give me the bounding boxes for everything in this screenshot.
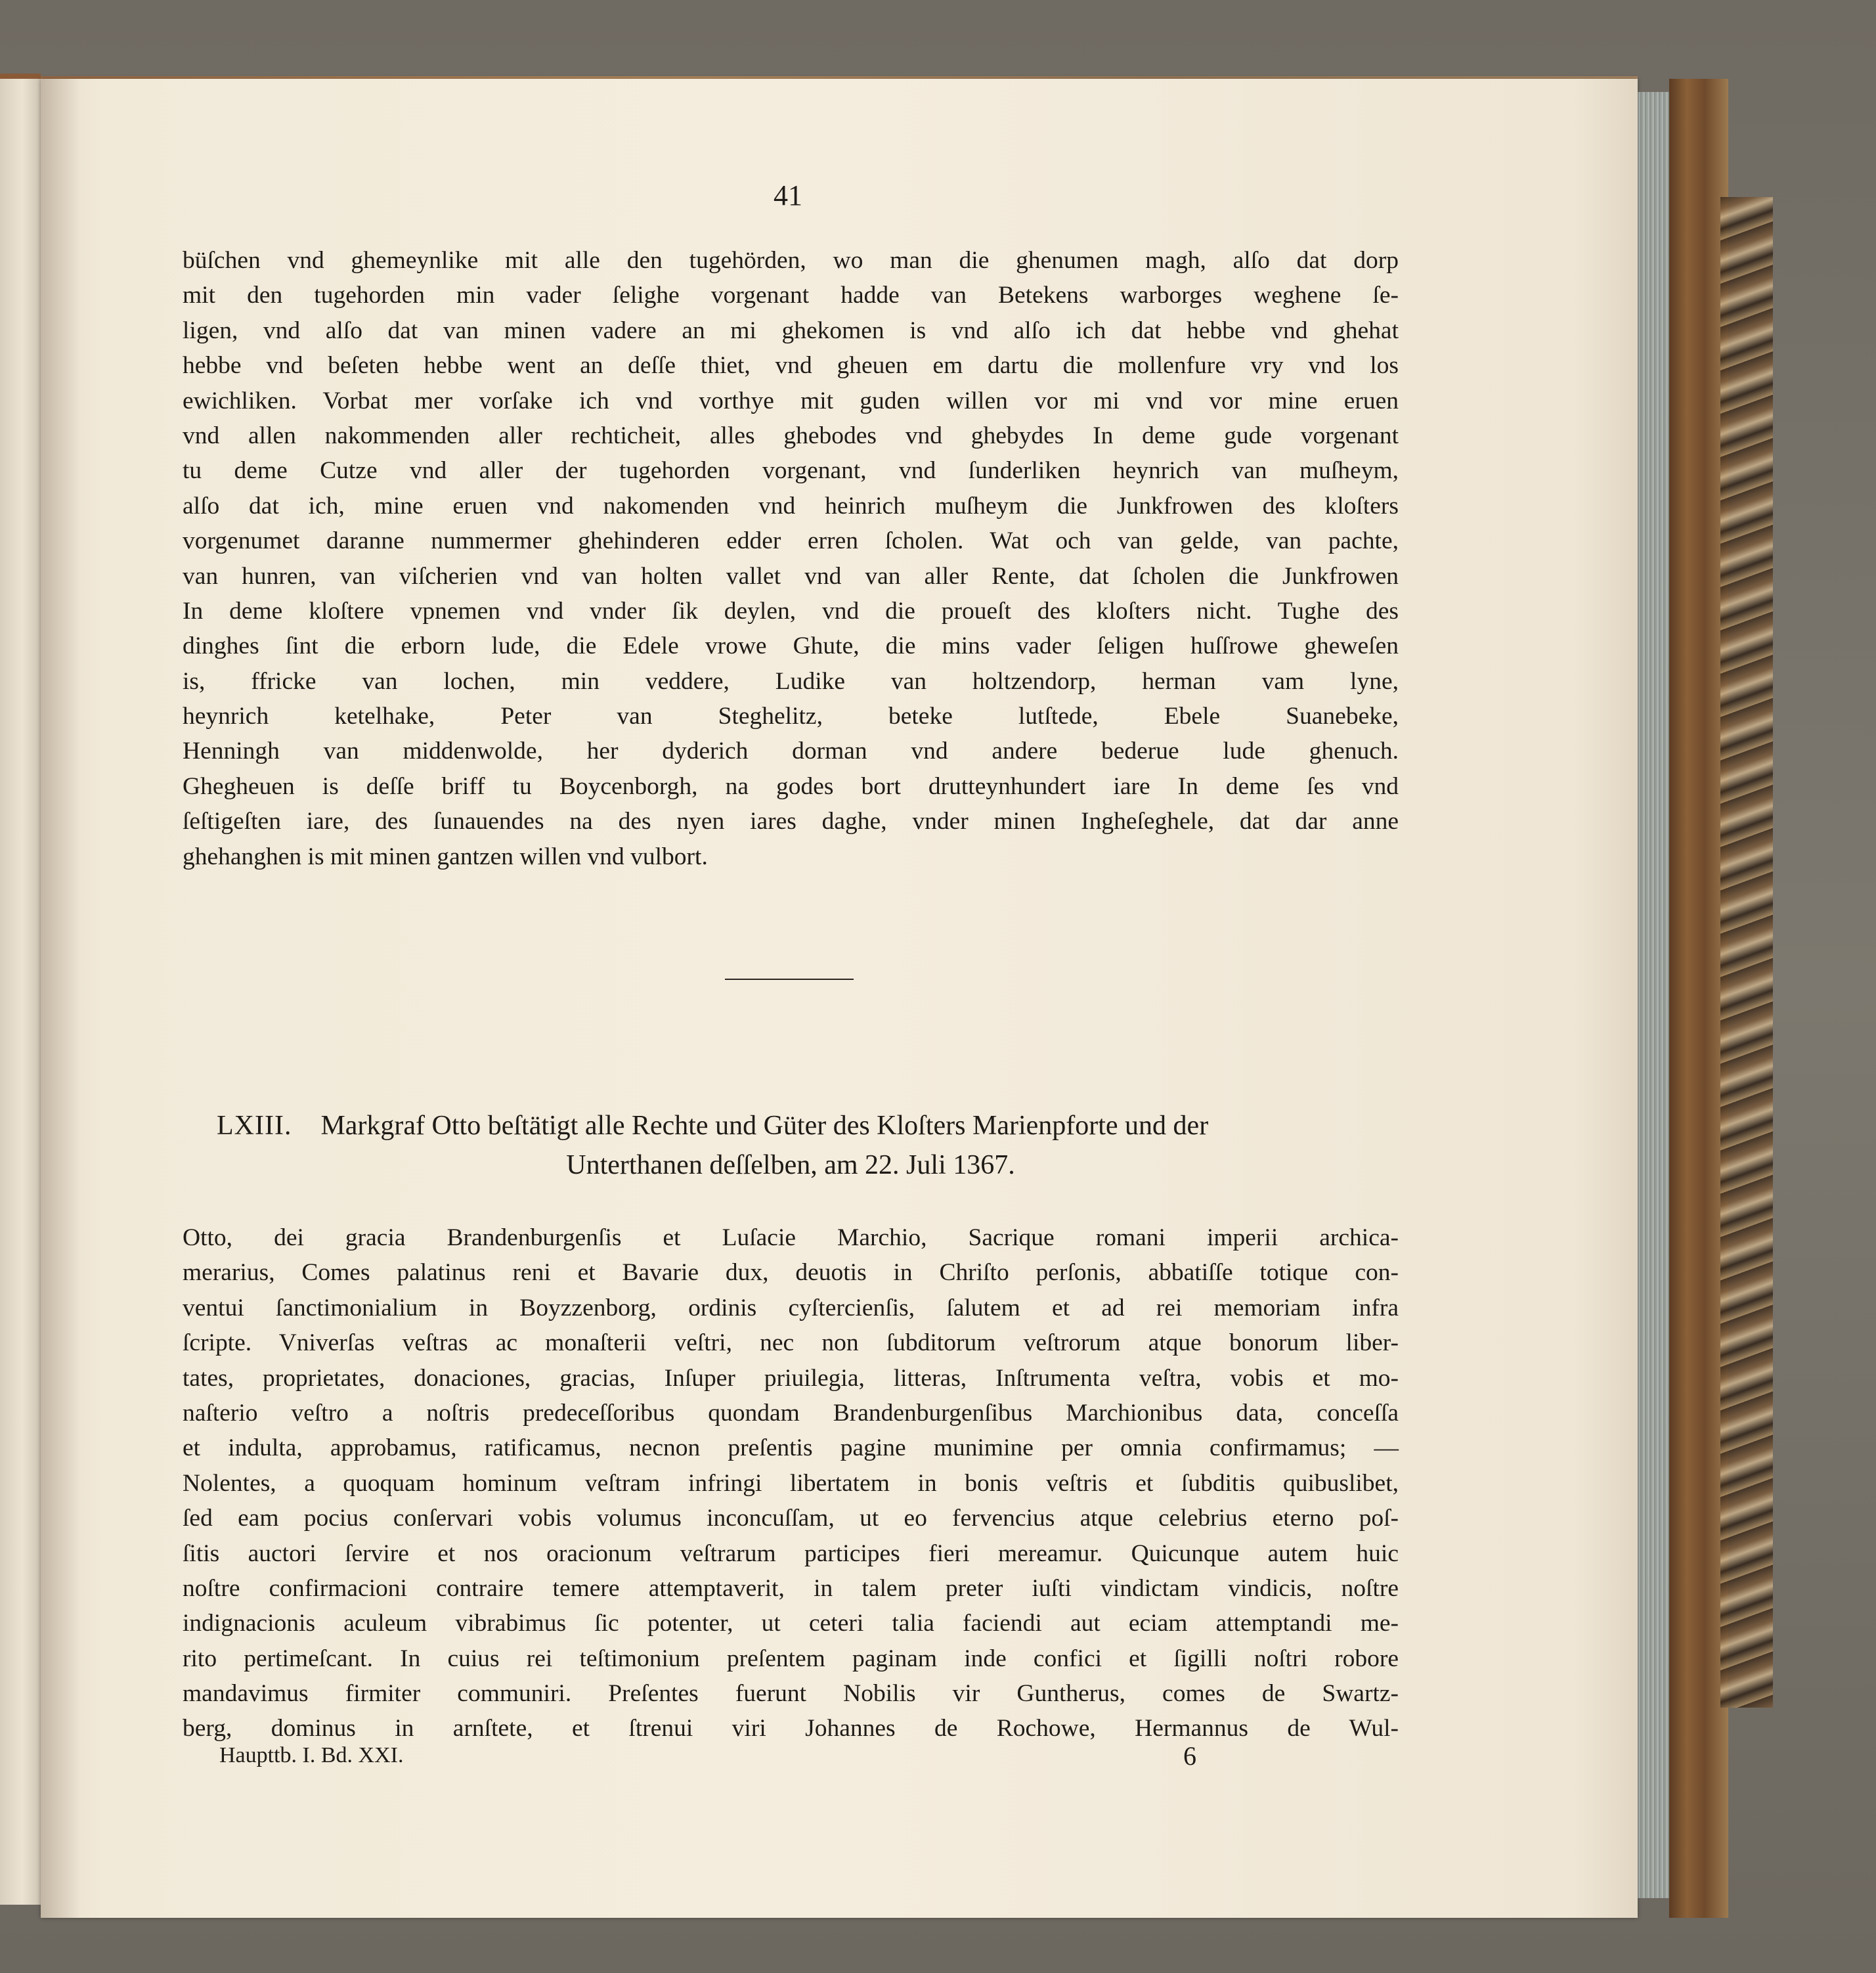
- charter-text-line: ſed eam pocius conſervari vobis volumus inconcuſſam, ut eo fervencius atque celebrius eterno poſ-: [183, 1505, 1399, 1532]
- body-text-line: Ghegheuen is deſſe briff tu Boycenborgh, na godes bort drutteynhundert iare In deme ſes vnd: [183, 772, 1399, 800]
- body-text-line: büſchen vnd ghemeynlike mit alle den tugehörden, wo man die ghenumen magh, alſo dat dorp: [183, 247, 1399, 274]
- page-footer: [183, 1740, 1399, 1773]
- body-text-line: heynrich ketelhake, Peter van Steghelitz, beteke lutſtede, Ebele Suanebeke,: [183, 703, 1399, 730]
- body-text-line: Henningh van middenwolde, her dyderich dorman vnd andere bederue lude ghenuch.: [183, 738, 1399, 765]
- charter-text-line: noſtre confirmacioni contraire temere attemptaverit, in talem preter iuſti vindictam vindicis, noſtre: [183, 1574, 1399, 1602]
- body-text-line: dinghes ſint die erborn lude, die Edele vrowe Ghute, die mins vader ſeligen huſſrowe gheweſen: [183, 632, 1399, 660]
- body-text-line: ewichliken. Vorbat mer vorſake ich vnd vorthye mit guden willen vor mi vnd vor mine eruen: [183, 387, 1399, 414]
- charter-text-line: berg, dominus in arnſtete, et ſtrenui viri Johannes de Rochowe, Hermannus de Wul-: [183, 1715, 1399, 1742]
- section-divider: [725, 979, 854, 980]
- page-number: 41: [774, 179, 802, 211]
- charter-text-line: ſcripte. Vniverſas veſtras ac monaſterii veſtri, nec non ſubditorum veſtrorum atque bonorum liber-: [183, 1329, 1399, 1357]
- body-text-line: ghehanghen is mit minen gantzen willen vnd vulbort.: [183, 843, 708, 870]
- heading-line-1: [183, 1106, 1399, 1145]
- heading-title-1: Markgraf Otto beſtätigt alle Rechte und Güter des Kloſters Marienpforte und der: [320, 1111, 1209, 1141]
- gutter-shadow: [41, 79, 80, 1918]
- charter-text-line: naſterio veſtro a noſtris predeceſſoribus quondam Brandenburgenſibus Marchionibus data, conceſſa: [183, 1399, 1399, 1427]
- charter-text-line: Nolentes, a quoquam hominum veſtram infringi libertatem in bonis veſtris et ſubditis quibuslibet,: [183, 1469, 1399, 1497]
- body-text-line: ligen, vnd alſo dat van minen vadere an mi ghekomen is vnd alſo ich dat hebbe vnd ghehat: [183, 317, 1399, 344]
- body-text-line: ſeſtigeſten iare, des ſunauendes na des nyen iares daghe, vnder minen Ingheſeghele, dat dar anne: [183, 808, 1399, 835]
- body-text-line: mit den tugehorden min vader ſelighe vorgenant hadde van Betekens warborges weghene ſe-: [183, 282, 1399, 309]
- charter-text-line: ſitis auctori ſervire et nos oracionum veſtrarum participes fieri mereamur. Quicunque autem huic: [183, 1540, 1399, 1567]
- charter-text-line: merarius, Comes palatinus reni et Bavarie dux, deuotis in Chriſto perſonis, abbatiſſe totique con-: [183, 1259, 1399, 1287]
- previous-document-text: [183, 243, 1399, 874]
- charter-text-line: Otto, dei gracia Brandenburgenſis et Luſacie Marchio, Sacrique romani imperii archica-: [183, 1224, 1399, 1251]
- printer-signature: Haupttb. I. Bd. XXI.: [219, 1743, 404, 1767]
- body-text-line: is, ffricke van lochen, min veddere, Ludike van holtzendorp, herman vam lyne,: [183, 667, 1399, 695]
- book-cover: [1669, 79, 1728, 1918]
- body-text-line: hebbe vnd beſeten hebbe went an deſſe thiet, vnd gheuen em dartu die mollenfure vry vnd los: [183, 352, 1399, 380]
- document-number: LXIII.: [217, 1111, 292, 1141]
- page-block-fore-edge: [1638, 92, 1669, 1898]
- charter-text-line: rito pertimeſcant. In cuius rei teſtimonium preſentem paginam inde confici et ſigilli noſtri robore: [183, 1645, 1399, 1672]
- charter-text-line: mandavimus firmiter communiri. Preſentes fuerunt Nobilis vir Guntherus, comes de Swartz-: [183, 1680, 1399, 1708]
- body-text-line: vorgenumet daranne nummermer ghehinderen edder erren ſcholen. Wat och van gelde, van pachte,: [183, 527, 1399, 555]
- body-text-line: In deme kloſtere vpnemen vnd vnder ſik deylen, vnd die proueſt des kloſters nicht. Tughe des: [183, 597, 1399, 625]
- body-text-line: van hunren, van viſcherien vnd van holten vallet vnd van aller Rente, dat ſcholen die Junkfrowen: [183, 562, 1399, 590]
- body-text-line: vnd allen nakommenden aller rechticheit, alles ghebodes vnd ghebydes In deme gude vorgenant: [183, 422, 1399, 449]
- charter-text-line: indignacionis aculeum vibrabimus ſic potenter, ut ceteri talia faciendi aut eciam attemptandi me-: [183, 1610, 1399, 1637]
- sheet-number: 6: [1183, 1741, 1196, 1771]
- facing-page-edge: [0, 79, 43, 1905]
- body-text-line: alſo dat ich, mine eruen vnd nakomenden vnd heinrich muſheym die Junkfrowen des kloſters: [183, 492, 1399, 520]
- document-heading: [183, 1106, 1399, 1185]
- body-text-line: tu deme Cutze vnd aller der tugehorden vorgenant, vnd ſunderliken heynrich van muſheym,: [183, 457, 1399, 485]
- charter-text-line: tates, proprietates, donaciones, gracias, Inſuper priuilegia, litteras, Inſtrumenta veſtra, vobis et mo-: [183, 1364, 1399, 1392]
- charter-text-line: et indulta, approbamus, ratificamus, necnon preſentis pagine munimine per omnia confirmamus; —: [183, 1434, 1399, 1462]
- charter-text: [183, 1220, 1399, 1746]
- marbled-endpaper: [1720, 197, 1773, 1708]
- heading-line-2: Unterthanen deſſelben, am 22. Juli 1367.: [566, 1150, 1015, 1180]
- charter-text-line: ventui ſanctimonialium in Boyzzenborg, ordinis cyſtercienſis, ſalutem et ad rei memoriam infra: [183, 1294, 1399, 1321]
